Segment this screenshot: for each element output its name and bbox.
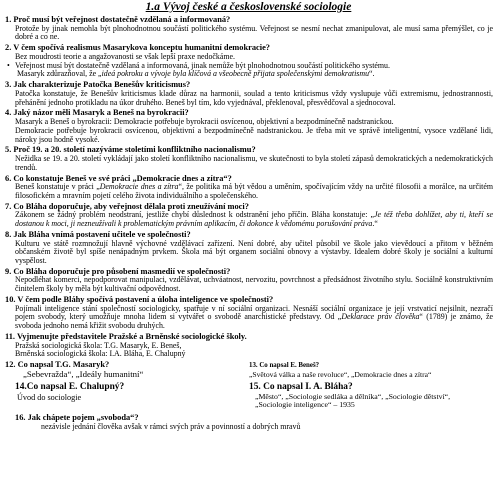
- answer-8: Kulturu ve státě rozmnožují hlavně výchovné vzdělávací zařízení. Není dobré, aby učitel působil ve škole jako vievědoucí a přitom v běžném občanském životě byl spíše nenápadným prvkem. Škola má být organem sociální obnovy a výstavby. Idealem dobré školy je sociální a kulturní vyspělost.: [15, 238, 493, 266]
- question-9: 9. Co Bláha doporučuje pro působení masmedií ve společnosti?: [5, 266, 231, 276]
- answer-12: „Sebevražda“, „Ideály humanitní“: [23, 368, 144, 379]
- answer-4-line-2: Demokracie potřebuje byrokracii osvícenou, objektivní a bezpodmínečně nadstranickou. Je třeba mít ve správě inteligentní, vysoce vzdělané lidi, nároky jsou hodně vysoké.: [15, 125, 493, 144]
- question-5: 5. Proč 19. a 20. století nazýváme stoletími konfliktního nacionalismu?: [5, 145, 256, 155]
- question-7: 7. Co Bláha doporučuje, aby veřejnost dělala proti zneužívání moci?: [5, 201, 249, 211]
- answer-14: Úvod do sociologie: [17, 392, 82, 402]
- answer-2-bullet-1: • Veřejnost musí být dostatečně vzdělaná a informovaná, jinak nemůže být plnohodnotnou součástí politického systému.: [5, 62, 493, 71]
- answer-4-line-1: Masaryk a Beneš o byrokracii: Demokracie potřebuje byrokracii osvícenou, objektivní a bezpodmínečně nadstranickou.: [15, 116, 394, 126]
- answer-2-line-2: Masaryk zdůrazňoval, že „ideá pokroku a vývoje byla klíčová a všeobecně přijata společenskými demokratismu“.: [17, 69, 375, 79]
- q13-block: [249, 359, 493, 379]
- answer-16: nezávisle jednání člověka avšak v rámci svých práv a povinností a dobrých mravů: [41, 421, 301, 431]
- answer-11-line-1: Pražská sociologická škola: T.G. Masaryk, E. Beneš,: [15, 340, 182, 350]
- question-13: 13. Co napsal E. Beneš?: [249, 362, 320, 370]
- answer-11-line-2: Brněnská sociologická škola: I.A. Bláha, E. Chalupný: [15, 349, 186, 359]
- question-6: 6. Co konstatuje Beneš ve své práci „Demokracie dnes a zítra“?: [5, 173, 232, 183]
- answer-9: Nepodléhat komerci, nepodporovat manipulaci, vzdělávat, uchváatnost, nervozitu, povrchnost a předsádnost životního stylu. Sociálně konstruktivním činitelem školy by měla být kultivační odpovědnost.: [15, 275, 493, 294]
- question-14: 14.Co napsal E. Chalupný?: [15, 381, 125, 392]
- question-3: 3. Jak charakterizuje Patočka Benešův kriticismus?: [5, 80, 191, 90]
- answer-5: Nežidka se 19. a 20. století vykládají jako století konfliktního nacionalismu, ve skutečnosti to byla století zápasů demokratických a nedemokratických trendů.: [15, 153, 493, 172]
- question-2: 2. V čem spočívá realismus Masarykova konceptu humanitní demokracie?: [5, 43, 270, 53]
- answer-7: Zákonem se žádný problém neodstraní, jestliže chybí důslednost k odstranění jeho příčin. Bláha konstatuje: „Je též třeba dohlížet, aby ti, kteří se dostanou k moci, ji nezneužívali k problematickým právním aplikacím, či dokonce k vědomému porušování práva.“: [15, 210, 493, 229]
- answer-15-line-2: „Sociologie inteligence“ – 1935: [255, 400, 355, 410]
- answer-15-line-1: „Město“, „Sociologie sedláka a dělníka“, „Sociologie dětství“,: [255, 391, 451, 401]
- question-1: 1. Proč musí být veřejnost dostatečně vzdělaná a informovaná?: [5, 15, 231, 24]
- q12-block: [5, 359, 249, 379]
- question-11: 11. Vyjmenujte představitele Pražské a Brněnské sociologické školy.: [5, 332, 247, 342]
- q14-block: [5, 380, 249, 411]
- answer-2: Bez moudrosti teorie a angažovanosti se však lepší praxe nedočkáme.: [15, 51, 235, 61]
- answer-3: Patočka konstatuje, že Benešův kriticismus klade důraz na harmonii, soulad a tento kriticismus vždy vyslupuje vůči extremismu, jednostrannosti, přehánění jednoho protikladu na úkor druhého. Beneš byl tím, kdo vyjednával, překlenoval, přesvědčoval a sjednocoval.: [15, 88, 493, 107]
- questions-12-13: [5, 359, 493, 379]
- question-16: 16. Jak chápete pojem „svoboda“?: [15, 413, 139, 423]
- answer-1: Protože by jinak nemohla být plnohodnotnou součástí politického systému. Veřejnost se nesmí nechat zmanipulovat, ale musí sama přemýšlet, co je dobré a co ne.: [15, 23, 493, 42]
- question-10: 10. V čem podle Bláhy spočívá postavení a úloha inteligence ve společnosti?: [5, 295, 274, 305]
- q15-block: [249, 380, 493, 411]
- answer-13: „Světová válka a naše revoluce“, „Demokracie dnes a zítra“: [249, 369, 432, 379]
- answer-6: Beneš konstatuje v práci „Demokracie dnes a zítra“, že politika má být vědou a uměním, spočívajícím vždy na určité filosofii a morálce, na určitém filosofickém a mravním pojetí celého života individuálního a společenského.: [15, 182, 494, 200]
- question-15: 15. Co napsal I. A. Bláha?: [249, 381, 353, 392]
- question-4: 4. Jaký názor měli Masaryk a Beneš na byrokracii?: [5, 108, 189, 118]
- answer-10: Pojímali inteligence stání společností sociologicky, spatřuje v ní sociální organizaci. Nesnáší sociální organizace je její vrstvaticí nejsilnit, nezračí pojem svobody, který umožňuje mnoha lidem si vytvářet o svobodě anarchistické představy. Od „Deklarace práv člověka“ (1789) je známo, že svoboda jednoho nemá křižit svobodu druhých.: [15, 303, 493, 331]
- question-8: 8. Jak Bláha vnímá postavení učitele ve společnosti?: [5, 229, 191, 239]
- question-12: 12. Co napsal T.G. Masaryk?: [5, 360, 110, 370]
- question-list: [0, 15, 497, 432]
- page-title: 1.a Vývoj české a československé sociologie: [145, 1, 352, 13]
- questions-14-15: [5, 380, 493, 411]
